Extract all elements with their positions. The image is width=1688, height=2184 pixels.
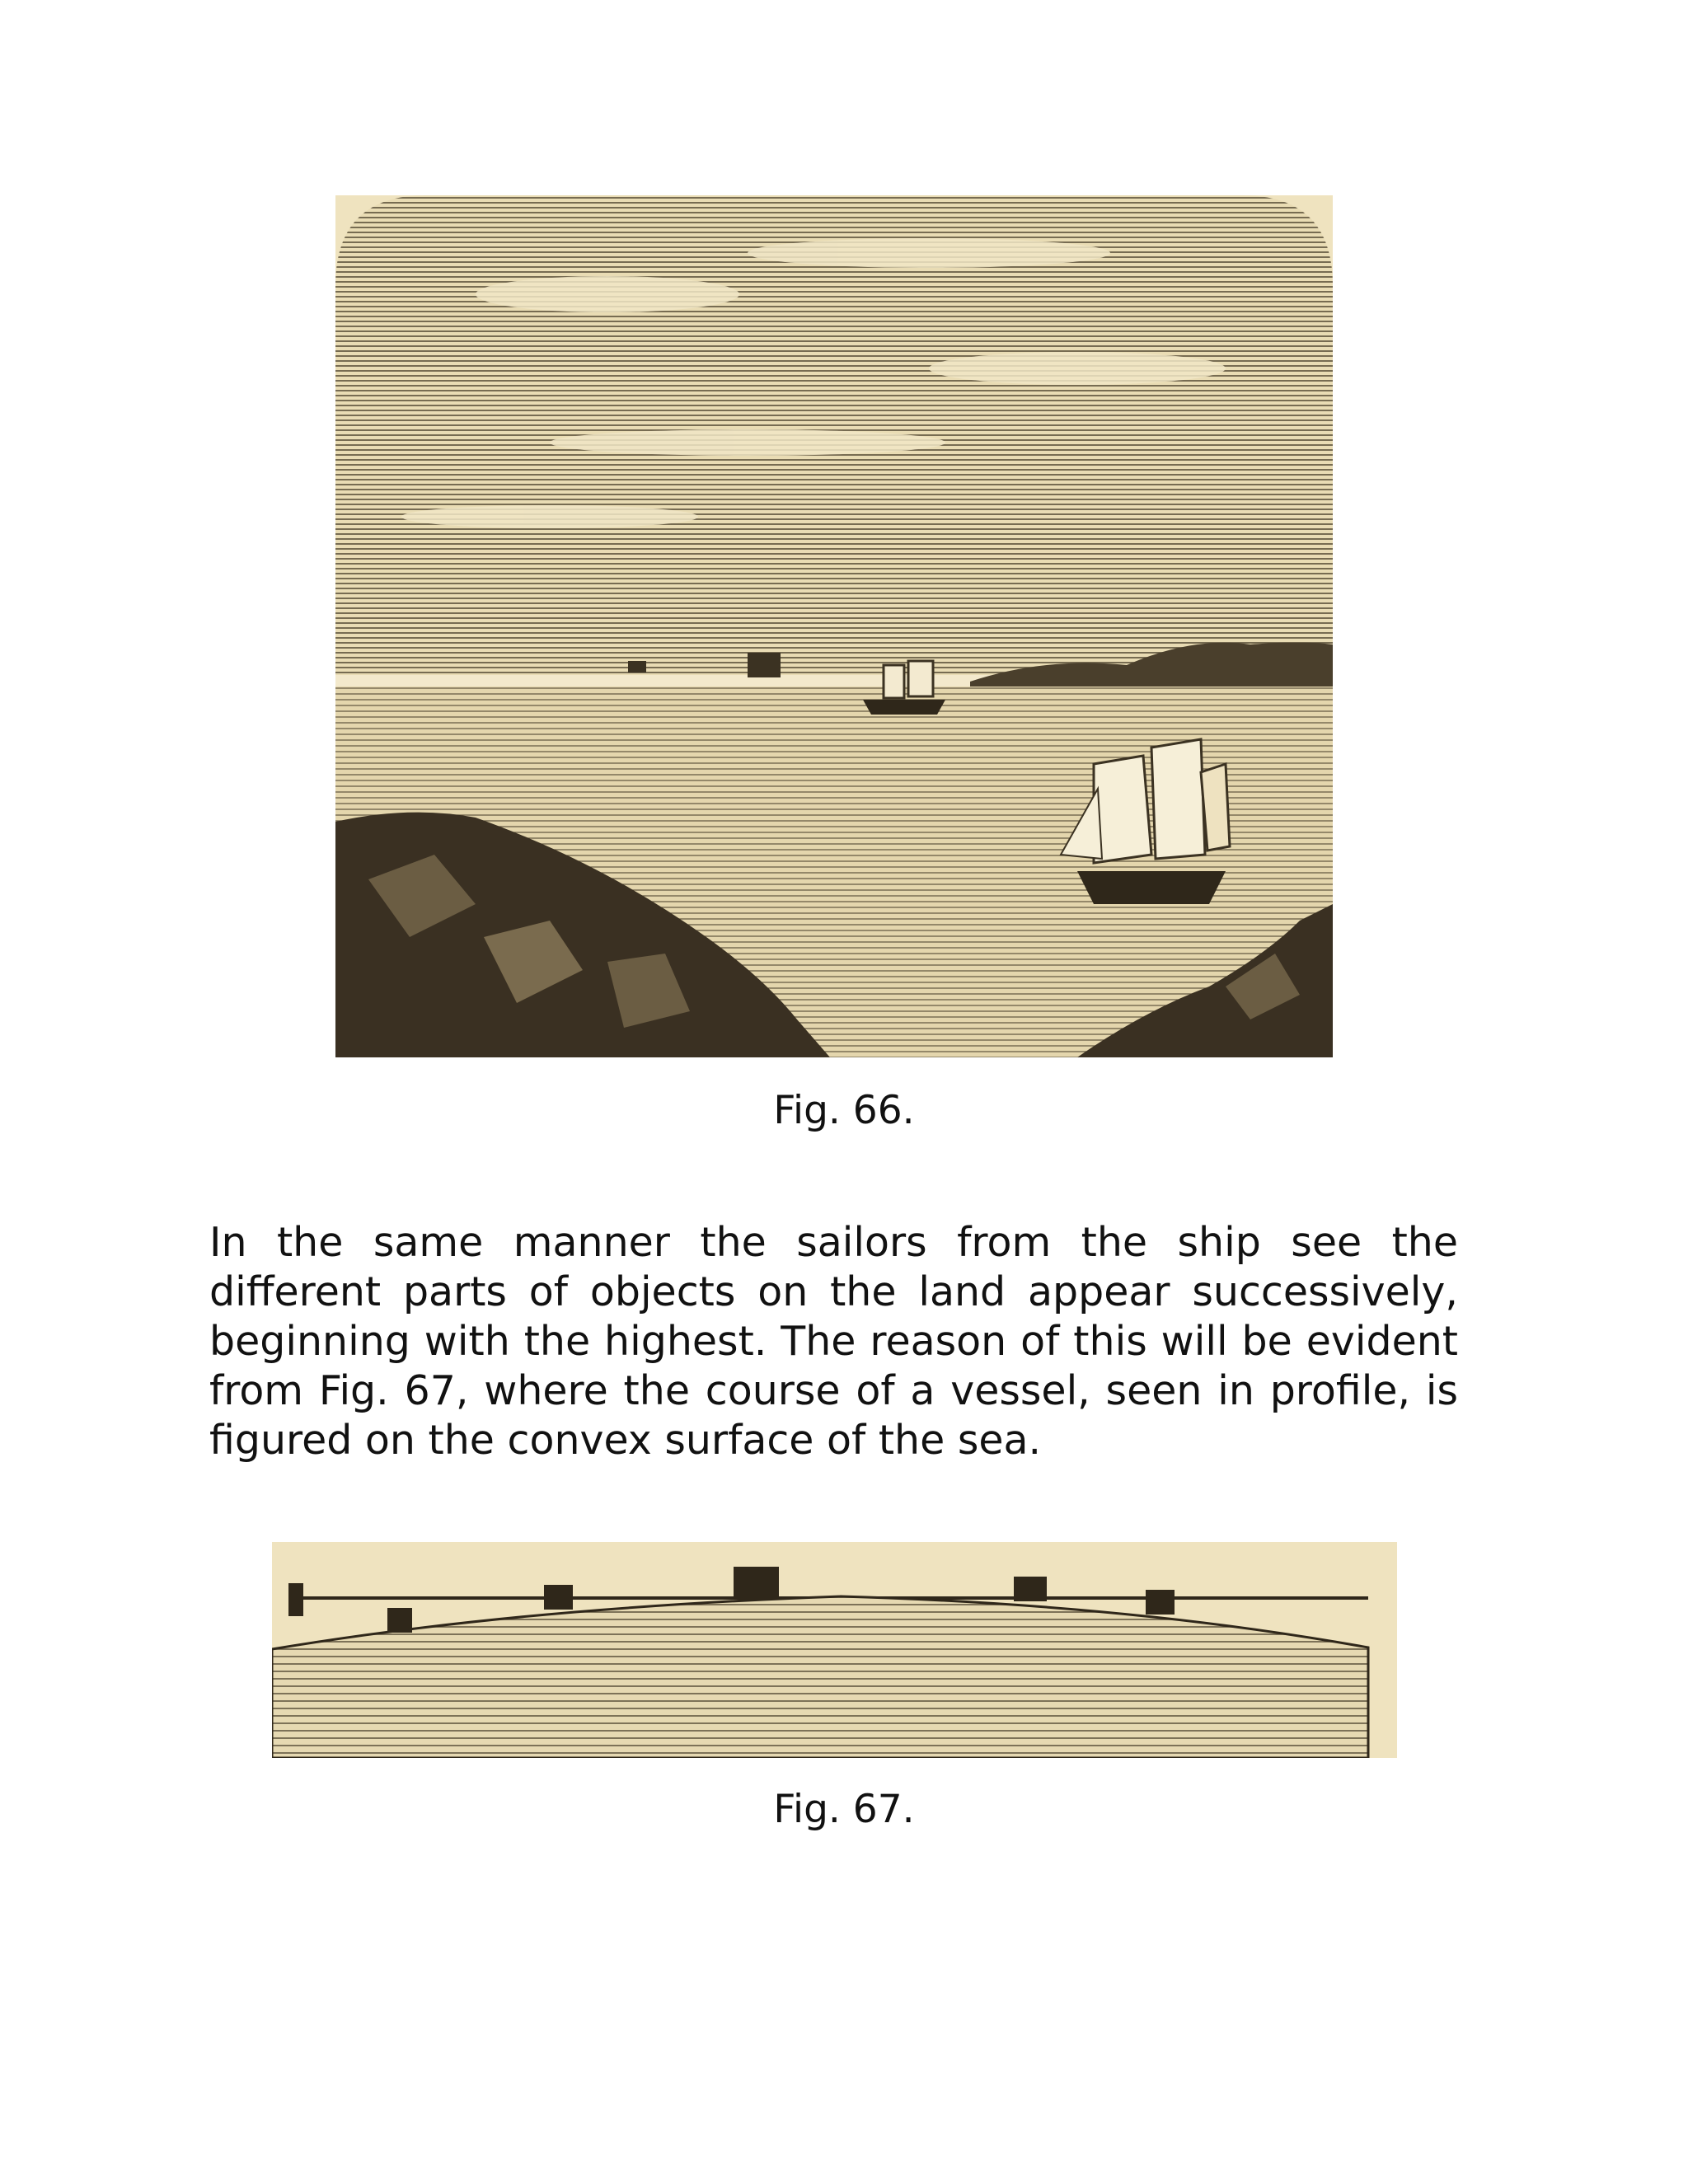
body-paragraph: In the same manner the sailors from the ship see the different parts of objects on the land appear successively, beginning with the highest. The reason of this will be evident from Fig. 67, where the course of a vessel, seen in profile, is figured on the convex surface of the sea. — [209, 1219, 1458, 1464]
figure-67-caption: Fig. 67. — [773, 1787, 915, 1832]
figure-67-illustration — [272, 1542, 1397, 1758]
figure-66-caption: Fig. 66. — [773, 1088, 915, 1133]
figure-66-illustration — [335, 195, 1333, 1057]
